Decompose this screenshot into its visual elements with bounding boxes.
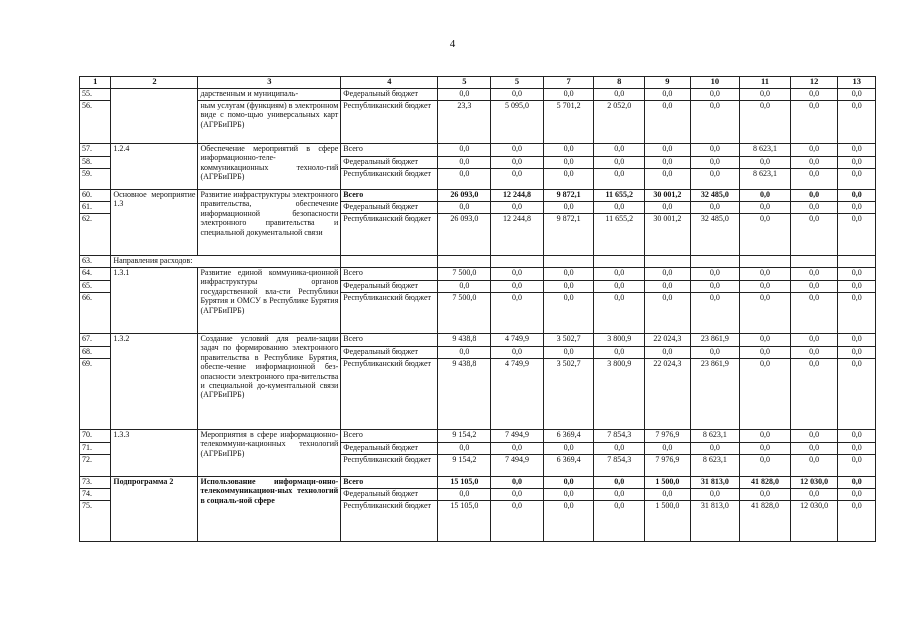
value-cell: 8 623,1 <box>740 169 791 190</box>
value-cell: 0,0 <box>740 101 791 144</box>
description-cell: Создание условий для реали-зации задач по формированию электронного правительства в Республике Бурятия, обеспе-чение информационной без-опасности электронного пра-вительства и специальной до-кументальной связи (АГРБиПРБ) <box>198 334 341 430</box>
value-cell: 0,0 <box>594 169 645 190</box>
value-cell: 0,0 <box>543 281 594 293</box>
value-cell: 0,0 <box>690 489 740 501</box>
value-cell: 0,0 <box>543 293 594 334</box>
value-cell: 4 749,9 <box>491 359 544 430</box>
value-cell: 0,0 <box>438 202 491 214</box>
value-cell: 8 623,1 <box>690 430 740 443</box>
value-cell: 9 438,8 <box>438 359 491 430</box>
source-cell: Федеральный бюджет <box>341 202 438 214</box>
source-cell: Республиканский бюджет <box>341 214 438 256</box>
value-cell: 0,0 <box>838 169 876 190</box>
empty-cell <box>740 256 791 268</box>
value-cell: 7 854,3 <box>594 430 645 443</box>
row-number: 66. <box>80 293 111 334</box>
value-cell: 0,0 <box>838 281 876 293</box>
value-cell: 0,0 <box>645 489 691 501</box>
value-cell: 0,0 <box>594 202 645 214</box>
value-cell: 0,0 <box>790 169 838 190</box>
value-cell: 0,0 <box>790 489 838 501</box>
source-cell: Республиканский бюджет <box>341 501 438 542</box>
value-cell: 15 105,0 <box>438 501 491 542</box>
value-cell: 0,0 <box>594 443 645 455</box>
value-cell: 0,0 <box>491 347 544 359</box>
value-cell: 8 623,1 <box>740 144 791 157</box>
code-cell: 1.3.2 <box>111 334 198 430</box>
value-cell: 0,0 <box>790 101 838 144</box>
source-cell: Республиканский бюджет <box>341 293 438 334</box>
value-cell: 0,0 <box>740 293 791 334</box>
value-cell: 0,0 <box>838 157 876 169</box>
value-cell: 26 093,0 <box>438 214 491 256</box>
header-cell: 10 <box>690 77 740 89</box>
value-cell: 0,0 <box>838 489 876 501</box>
value-cell: 0,0 <box>594 89 645 101</box>
value-cell: 0,0 <box>438 347 491 359</box>
value-cell: 0,0 <box>594 281 645 293</box>
value-cell: 0,0 <box>690 89 740 101</box>
value-cell: 0,0 <box>838 144 876 157</box>
value-cell: 3 800,9 <box>594 334 645 347</box>
value-cell: 15 105,0 <box>438 477 491 489</box>
value-cell: 0,0 <box>543 443 594 455</box>
value-cell: 0,0 <box>690 101 740 144</box>
value-cell: 0,0 <box>690 157 740 169</box>
value-cell: 0,0 <box>594 489 645 501</box>
source-cell: Федеральный бюджет <box>341 347 438 359</box>
value-cell: 12 030,0 <box>790 501 838 542</box>
value-cell: 0,0 <box>438 144 491 157</box>
value-cell: 3 502,7 <box>543 359 594 430</box>
value-cell: 0,0 <box>740 430 791 443</box>
header-cell: 5 <box>438 77 491 89</box>
source-cell: Всего <box>341 190 438 202</box>
value-cell: 0,0 <box>838 430 876 443</box>
source-cell: Федеральный бюджет <box>341 157 438 169</box>
description-cell: ным услугам (функциям) в электронном виде с помо-щью универсальных карт (АГРБиПРБ) <box>198 101 341 144</box>
value-cell: 22 024,3 <box>645 334 691 347</box>
value-cell: 12 244,8 <box>491 190 544 202</box>
value-cell: 0,0 <box>790 144 838 157</box>
value-cell: 0,0 <box>790 293 838 334</box>
header-cell: 2 <box>111 77 198 89</box>
table-row <box>80 477 876 489</box>
header-cell: 11 <box>740 77 791 89</box>
value-cell: 30 001,2 <box>645 214 691 256</box>
value-cell: 0,0 <box>790 190 838 202</box>
value-cell: 5 095,0 <box>491 101 544 144</box>
value-cell: 0,0 <box>491 268 544 281</box>
value-cell: 1 500,0 <box>645 477 691 489</box>
source-cell: Всего <box>341 477 438 489</box>
value-cell: 0,0 <box>838 293 876 334</box>
value-cell: 0,0 <box>594 157 645 169</box>
value-cell: 31 813,0 <box>690 501 740 542</box>
value-cell: 0,0 <box>543 202 594 214</box>
code-cell: 1.3.1 <box>111 268 198 334</box>
value-cell: 3 800,9 <box>594 359 645 430</box>
row-number: 59. <box>80 169 111 190</box>
value-cell: 0,0 <box>543 268 594 281</box>
header-cell: 7 <box>543 77 594 89</box>
value-cell: 0,0 <box>438 489 491 501</box>
value-cell: 31 813,0 <box>690 477 740 489</box>
header-cell: 13 <box>838 77 876 89</box>
value-cell: 0,0 <box>790 455 838 477</box>
value-cell: 0,0 <box>594 477 645 489</box>
row-number: 75. <box>80 501 111 542</box>
value-cell: 11 655,2 <box>594 214 645 256</box>
empty-cell <box>838 256 876 268</box>
description-cell: дарственным и муниципаль- <box>198 89 341 101</box>
value-cell: 0,0 <box>645 169 691 190</box>
value-cell: 32 485,0 <box>690 190 740 202</box>
value-cell: 0,0 <box>740 202 791 214</box>
value-cell: 0,0 <box>491 281 544 293</box>
value-cell: 2 052,0 <box>594 101 645 144</box>
header-cell: 3 <box>198 77 341 89</box>
value-cell: 0,0 <box>790 157 838 169</box>
header-cell: 5 <box>491 77 544 89</box>
value-cell: 0,0 <box>838 477 876 489</box>
row-number: 67. <box>80 334 111 347</box>
value-cell: 41 828,0 <box>740 477 791 489</box>
value-cell: 7 976,9 <box>645 430 691 443</box>
value-cell: 0,0 <box>594 501 645 542</box>
table-row <box>80 190 876 202</box>
header-cell: 12 <box>790 77 838 89</box>
empty-cell <box>491 256 544 268</box>
description-cell: Использование информаци-онно-телекоммуникацион-ных технологий в социаль-ной сфере <box>198 477 341 542</box>
value-cell: 7 854,3 <box>594 455 645 477</box>
value-cell: 0,0 <box>594 144 645 157</box>
value-cell: 41 828,0 <box>740 501 791 542</box>
value-cell: 0,0 <box>543 347 594 359</box>
value-cell: 0,0 <box>491 443 544 455</box>
value-cell: 0,0 <box>491 293 544 334</box>
value-cell: 0,0 <box>543 144 594 157</box>
value-cell: 0,0 <box>740 334 791 347</box>
section-label: Направления расходов: <box>111 256 341 268</box>
value-cell: 0,0 <box>438 169 491 190</box>
description-cell: Развитие единой коммуника-ционной инфраструктуры органов государственной вла-сти Республики Бурятия и ОМСУ в Республике Бурятия (АГРБиПРБ) <box>198 268 341 334</box>
value-cell: 0,0 <box>838 268 876 281</box>
value-cell: 9 154,2 <box>438 455 491 477</box>
code-cell <box>111 89 198 144</box>
header-row <box>80 77 876 89</box>
value-cell: 0,0 <box>838 89 876 101</box>
value-cell: 0,0 <box>491 489 544 501</box>
source-cell: Всего <box>341 268 438 281</box>
value-cell: 0,0 <box>690 169 740 190</box>
source-cell: Республиканский бюджет <box>341 359 438 430</box>
value-cell: 0,0 <box>645 268 691 281</box>
value-cell: 0,0 <box>645 293 691 334</box>
value-cell: 6 369,4 <box>543 455 594 477</box>
empty-cell <box>543 256 594 268</box>
value-cell: 9 438,8 <box>438 334 491 347</box>
value-cell: 0,0 <box>690 443 740 455</box>
header-cell: 1 <box>80 77 111 89</box>
value-cell: 7 976,9 <box>645 455 691 477</box>
description-cell: Обеспечение мероприятий в сфере информационно-теле-коммуникационных техноло-гий (АГРБиПРБ) <box>198 144 341 190</box>
value-cell: 0,0 <box>740 489 791 501</box>
value-cell: 0,0 <box>438 443 491 455</box>
row-number: 55. <box>80 89 111 101</box>
row-number: 70. <box>80 430 111 443</box>
value-cell: 0,0 <box>838 190 876 202</box>
value-cell: 0,0 <box>491 169 544 190</box>
value-cell: 0,0 <box>838 202 876 214</box>
value-cell: 0,0 <box>838 455 876 477</box>
source-cell: Республиканский бюджет <box>341 169 438 190</box>
value-cell: 0,0 <box>645 347 691 359</box>
header-cell: 4 <box>341 77 438 89</box>
row-number: 72. <box>80 455 111 477</box>
value-cell: 0,0 <box>543 501 594 542</box>
value-cell: 0,0 <box>838 501 876 542</box>
value-cell: 23,3 <box>438 101 491 144</box>
value-cell: 0,0 <box>543 169 594 190</box>
value-cell: 7 500,0 <box>438 268 491 281</box>
value-cell: 0,0 <box>790 268 838 281</box>
value-cell: 0,0 <box>690 293 740 334</box>
source-cell: Федеральный бюджет <box>341 281 438 293</box>
table-row <box>80 256 876 268</box>
value-cell: 0,0 <box>838 359 876 430</box>
value-cell: 7 494,9 <box>491 430 544 443</box>
value-cell: 0,0 <box>690 281 740 293</box>
value-cell: 0,0 <box>740 214 791 256</box>
source-cell: Федеральный бюджет <box>341 443 438 455</box>
value-cell: 0,0 <box>438 89 491 101</box>
value-cell: 0,0 <box>438 281 491 293</box>
value-cell: 9 872,1 <box>543 190 594 202</box>
value-cell: 22 024,3 <box>645 359 691 430</box>
value-cell: 0,0 <box>790 334 838 347</box>
value-cell: 0,0 <box>645 157 691 169</box>
value-cell: 9 872,1 <box>543 214 594 256</box>
value-cell: 0,0 <box>690 347 740 359</box>
value-cell: 0,0 <box>645 281 691 293</box>
value-cell: 0,0 <box>491 89 544 101</box>
row-number: 73. <box>80 477 111 489</box>
value-cell: 6 369,4 <box>543 430 594 443</box>
value-cell: 0,0 <box>790 214 838 256</box>
value-cell: 12 244,8 <box>491 214 544 256</box>
value-cell: 0,0 <box>740 281 791 293</box>
value-cell: 0,0 <box>838 214 876 256</box>
value-cell: 0,0 <box>790 281 838 293</box>
value-cell: 32 485,0 <box>690 214 740 256</box>
row-number: 64. <box>80 268 111 281</box>
value-cell: 0,0 <box>645 443 691 455</box>
value-cell: 0,0 <box>740 268 791 281</box>
value-cell: 0,0 <box>740 157 791 169</box>
value-cell: 0,0 <box>594 268 645 281</box>
row-number: 74. <box>80 489 111 501</box>
row-number: 71. <box>80 443 111 455</box>
empty-cell <box>690 256 740 268</box>
source-cell: Всего <box>341 144 438 157</box>
table-row <box>80 89 876 101</box>
value-cell: 0,0 <box>543 89 594 101</box>
code-cell: 1.2.4 <box>111 144 198 190</box>
value-cell: 0,0 <box>645 101 691 144</box>
table-row <box>80 101 876 144</box>
row-number: 58. <box>80 157 111 169</box>
value-cell: 0,0 <box>740 443 791 455</box>
value-cell: 0,0 <box>790 430 838 443</box>
empty-cell <box>645 256 691 268</box>
code-cell: Подпрограмма 2 <box>111 477 198 542</box>
table-row <box>80 268 876 281</box>
value-cell: 11 655,2 <box>594 190 645 202</box>
value-cell: 12 030,0 <box>790 477 838 489</box>
value-cell: 0,0 <box>790 202 838 214</box>
empty-cell <box>438 256 491 268</box>
value-cell: 0,0 <box>645 144 691 157</box>
value-cell: 0,0 <box>543 157 594 169</box>
header-cell: 9 <box>645 77 691 89</box>
source-cell: Федеральный бюджет <box>341 489 438 501</box>
value-cell: 3 502,7 <box>543 334 594 347</box>
header-cell: 8 <box>594 77 645 89</box>
value-cell: 0,0 <box>790 359 838 430</box>
source-cell: Федеральный бюджет <box>341 89 438 101</box>
value-cell: 0,0 <box>838 101 876 144</box>
value-cell: 0,0 <box>740 455 791 477</box>
value-cell: 0,0 <box>690 268 740 281</box>
value-cell: 0,0 <box>740 347 791 359</box>
value-cell: 1 500,0 <box>645 501 691 542</box>
value-cell: 26 093,0 <box>438 190 491 202</box>
value-cell: 0,0 <box>790 89 838 101</box>
row-number: 61. <box>80 202 111 214</box>
value-cell: 0,0 <box>740 359 791 430</box>
value-cell: 0,0 <box>491 157 544 169</box>
value-cell: 0,0 <box>594 347 645 359</box>
description-cell: Мероприятия в сфере информационно-телекоммуни-кационных технологий (АГРБиПРБ) <box>198 430 341 477</box>
row-number: 62. <box>80 214 111 256</box>
row-number: 68. <box>80 347 111 359</box>
table-row <box>80 144 876 157</box>
value-cell: 0,0 <box>690 202 740 214</box>
value-cell: 0,0 <box>491 477 544 489</box>
source-cell: Республиканский бюджет <box>341 101 438 144</box>
empty-cell <box>594 256 645 268</box>
value-cell: 23 861,9 <box>690 334 740 347</box>
value-cell: 0,0 <box>838 347 876 359</box>
empty-cell <box>341 256 438 268</box>
value-cell: 0,0 <box>543 489 594 501</box>
value-cell: 23 861,9 <box>690 359 740 430</box>
value-cell: 0,0 <box>690 144 740 157</box>
row-number: 65. <box>80 281 111 293</box>
value-cell: 0,0 <box>790 443 838 455</box>
code-cell: Основное мероприятие 1.3 <box>111 190 198 256</box>
value-cell: 0,0 <box>438 157 491 169</box>
budget-table <box>79 76 876 542</box>
value-cell: 0,0 <box>543 477 594 489</box>
table-row <box>80 334 876 347</box>
row-number: 56. <box>80 101 111 144</box>
value-cell: 9 154,2 <box>438 430 491 443</box>
code-cell: 1.3.3 <box>111 430 198 477</box>
value-cell: 7 494,9 <box>491 455 544 477</box>
value-cell: 0,0 <box>790 347 838 359</box>
value-cell: 8 623,1 <box>690 455 740 477</box>
value-cell: 0,0 <box>838 443 876 455</box>
source-cell: Республиканский бюджет <box>341 455 438 477</box>
row-number: 57. <box>80 144 111 157</box>
value-cell: 7 500,0 <box>438 293 491 334</box>
value-cell: 0,0 <box>491 144 544 157</box>
value-cell: 0,0 <box>491 202 544 214</box>
page-number: 4 <box>449 38 456 50</box>
value-cell: 0,0 <box>491 501 544 542</box>
value-cell: 0,0 <box>645 202 691 214</box>
value-cell: 0,0 <box>594 293 645 334</box>
description-cell: Развитие инфраструктуры электронного правительства, обеспечение информационной безопасности электронного правительства и специальной документальной связи <box>198 190 341 256</box>
value-cell: 30 001,2 <box>645 190 691 202</box>
value-cell: 0,0 <box>740 89 791 101</box>
row-number: 60. <box>80 190 111 202</box>
value-cell: 0,0 <box>838 334 876 347</box>
source-cell: Всего <box>341 334 438 347</box>
table-row <box>80 430 876 443</box>
value-cell: 5 701,2 <box>543 101 594 144</box>
value-cell: 4 749,9 <box>491 334 544 347</box>
source-cell: Всего <box>341 430 438 443</box>
row-number: 63. <box>80 256 111 268</box>
value-cell: 0,0 <box>645 89 691 101</box>
value-cell: 0,0 <box>740 190 791 202</box>
empty-cell <box>790 256 838 268</box>
row-number: 69. <box>80 359 111 430</box>
